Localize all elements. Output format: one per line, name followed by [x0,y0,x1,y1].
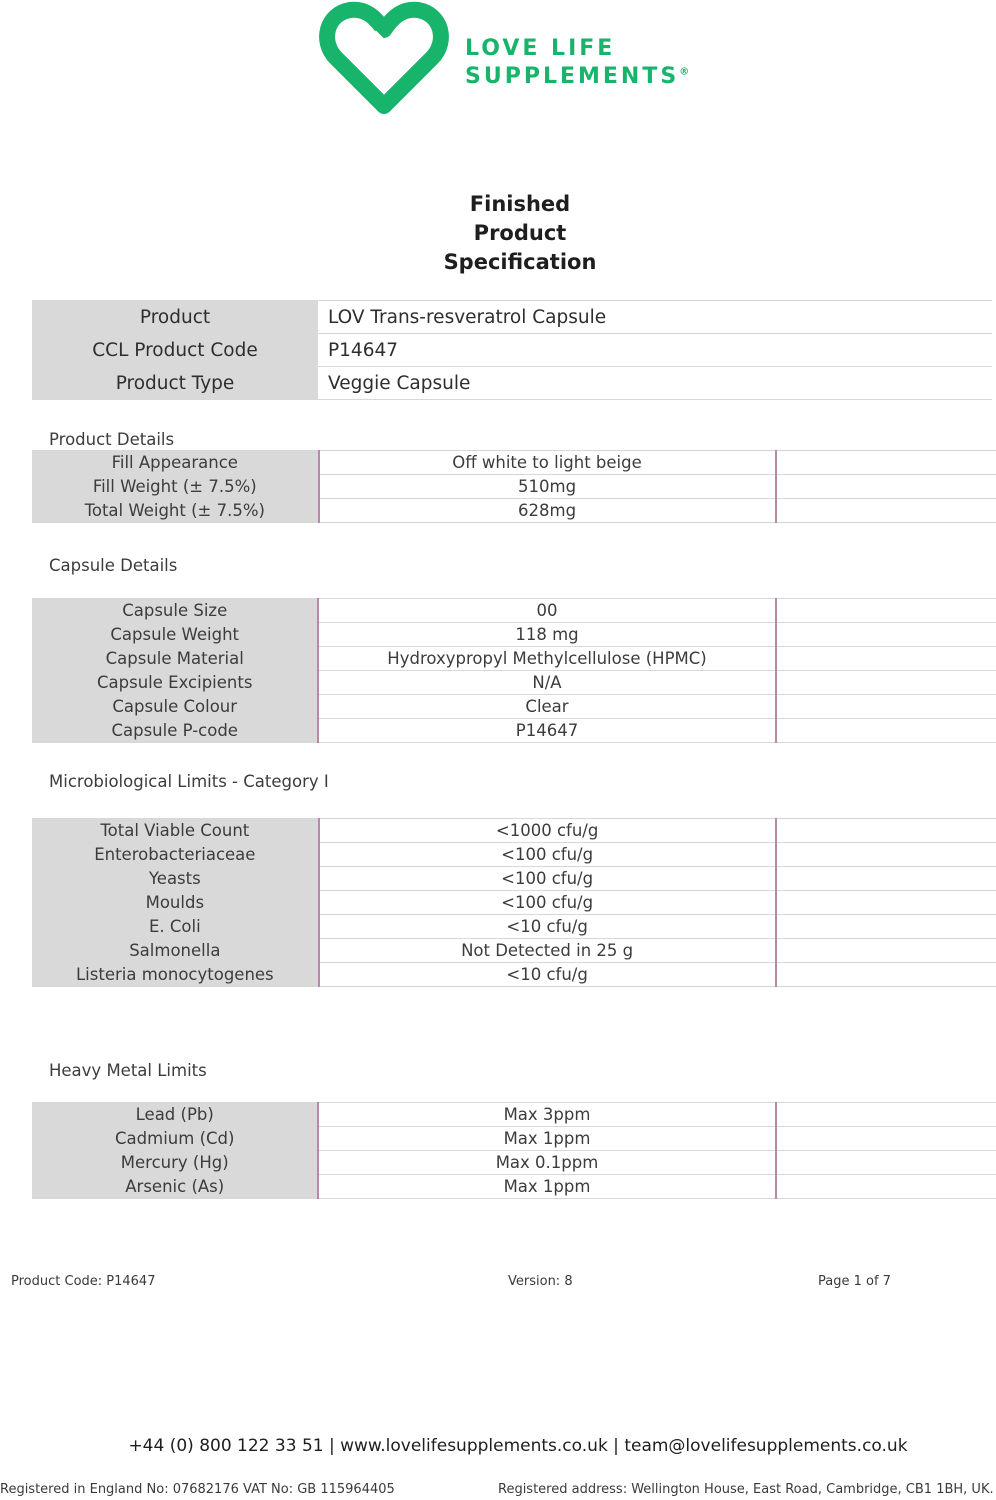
table-row [32,1103,996,1127]
brand-name-line2: SUPPLEMENTS® [465,64,690,89]
document-title [0,190,996,277]
title-line-3: Specification [443,250,597,274]
registered-address: Registered address: Wellington House, East Road, Cambridge, CB1 1BH, UK. [498,1482,994,1497]
row-value: Max 1ppm [318,1175,775,1199]
table-row [32,891,996,915]
row-label: Total Viable Count [32,819,319,843]
row-value: Max 3ppm [318,1103,775,1127]
contact-line: +44 (0) 800 122 33 51 | www.lovelifesupplements.co.uk | team@lovelifesupplements.co.uk [128,1436,908,1456]
table-row [32,671,996,695]
row-value: 510mg [319,475,776,499]
row-label: Listeria monocytogenes [32,963,319,987]
row-label: Product [32,301,318,334]
row-label: Enterobacteriaceae [32,843,319,867]
table-row [32,843,996,867]
table-row [32,819,996,843]
row-value: Not Detected in 25 g [319,939,776,963]
micro-limits-table [32,818,996,987]
row-label: Capsule Size [32,599,318,623]
brand-name-line1: LOVE LIFE [465,36,616,61]
table-row [32,301,992,334]
row-value: <100 cfu/g [319,891,776,915]
title-line-2: Product [473,221,567,245]
table-row [32,1175,996,1199]
row-value: N/A [318,671,775,695]
row-label: Yeasts [32,867,319,891]
registration-number: Registered in England No: 07682176 VAT No: GB 115964405 [0,1482,395,1497]
table-row [32,963,996,987]
row-value: Hydroxypropyl Methylcellulose (HPMC) [318,647,775,671]
row-value: 628mg [319,499,776,523]
section-heading-micro-limits: Microbiological Limits - Category I [49,772,329,791]
product-info-table [32,300,992,400]
row-label: Fill Appearance [32,451,319,475]
table-row [32,451,996,475]
row-value: Off white to light beige [319,451,776,475]
table-row [32,719,996,743]
footer-page-number: Page 1 of 7 [818,1274,891,1289]
row-value: <1000 cfu/g [319,819,776,843]
table-row [32,367,992,400]
table-row [32,647,996,671]
capsule-details-table [32,598,996,743]
row-label: Product Type [32,367,318,400]
row-value: Max 0.1ppm [318,1151,775,1175]
brand-logo [318,0,698,120]
row-label: Capsule Weight [32,623,318,647]
row-label: Arsenic (As) [32,1175,318,1199]
row-value: 00 [318,599,775,623]
section-heading-product-details: Product Details [49,430,175,449]
heavy-metals-table [32,1102,996,1199]
section-heading-heavy-metals: Heavy Metal Limits [49,1061,207,1080]
registered-mark: ® [679,66,690,78]
table-row [32,1151,996,1175]
table-row [32,475,996,499]
table-row [32,334,992,367]
row-value: P14647 [318,334,992,367]
product-details-table [32,450,996,523]
row-label: Capsule Excipients [32,671,318,695]
table-row [32,599,996,623]
row-label: Capsule Colour [32,695,318,719]
table-row [32,695,996,719]
row-value: <100 cfu/g [319,843,776,867]
row-label: Capsule Material [32,647,318,671]
table-row [32,623,996,647]
title-line-1: Finished [469,192,571,216]
table-row [32,915,996,939]
row-label: E. Coli [32,915,319,939]
table-row [32,1127,996,1151]
row-value: Max 1ppm [318,1127,775,1151]
heart-ll-logo-icon [318,0,458,120]
row-label: Mercury (Hg) [32,1151,318,1175]
row-value: Clear [318,695,775,719]
row-label: Total Weight (± 7.5%) [32,499,319,523]
row-label: Cadmium (Cd) [32,1127,318,1151]
row-label: Fill Weight (± 7.5%) [32,475,319,499]
row-value: <10 cfu/g [319,915,776,939]
table-row [32,499,996,523]
row-value: Veggie Capsule [318,367,992,400]
table-row [32,867,996,891]
table-row [32,939,996,963]
row-value: <10 cfu/g [319,963,776,987]
row-label: Moulds [32,891,319,915]
row-value: 118 mg [318,623,775,647]
footer-product-code: Product Code: P14647 [11,1274,156,1289]
section-heading-capsule-details: Capsule Details [49,556,178,575]
row-value: P14647 [318,719,775,743]
row-label: Lead (Pb) [32,1103,318,1127]
footer-version: Version: 8 [508,1274,573,1289]
row-label: Capsule P-code [32,719,318,743]
row-label: Salmonella [32,939,319,963]
row-value: LOV Trans-resveratrol Capsule [318,301,992,334]
row-label: CCL Product Code [32,334,318,367]
row-value: <100 cfu/g [319,867,776,891]
